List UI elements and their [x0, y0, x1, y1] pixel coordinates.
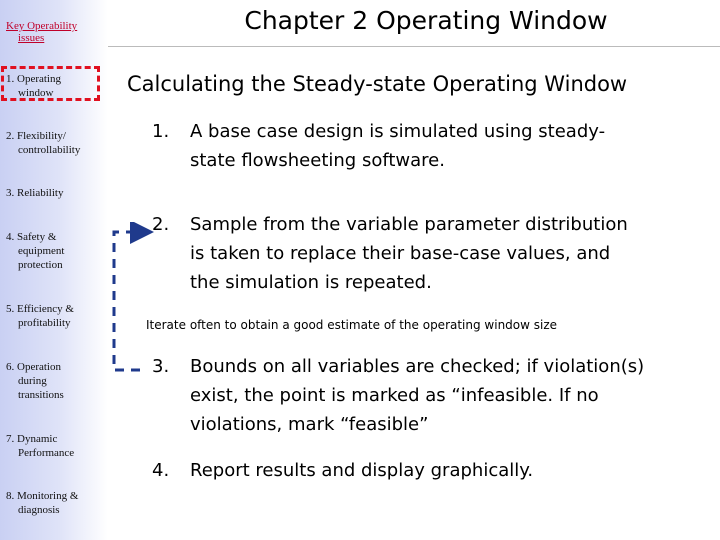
step-text-line: Bounds on all variables are checked; if violation(s) [190, 356, 645, 377]
sidebar-item-label: 4. Safety & [6, 231, 57, 243]
step-text-line: violations, mark “feasible” [190, 414, 429, 435]
section-subtitle: Calculating the Steady-state Operating Window [127, 72, 628, 96]
step-text-line: is taken to replace their base-case values, and [190, 243, 611, 264]
sidebar-item-label: 5. Efficiency & [6, 303, 74, 315]
sidebar-item-label: 6. Operation [6, 361, 61, 373]
step-text-line: state flowsheeting software. [190, 150, 445, 171]
sidebar-item-label: 3. Reliability [6, 187, 64, 199]
step-number: 1. [152, 121, 170, 142]
sidebar-item-label: 7. Dynamic [6, 433, 58, 445]
step-text-line: Report results and display graphically. [190, 460, 534, 481]
step-number: 3. [152, 356, 170, 377]
sidebar [0, 0, 108, 540]
sidebar-item-label: window [18, 87, 54, 99]
step-text-line: the simulation is repeated. [190, 272, 432, 293]
step-text-line: Sample from the variable parameter distribution [190, 214, 628, 235]
sidebar-item-flexibility[interactable] [6, 129, 106, 157]
sidebar-item-label: diagnosis [18, 504, 60, 516]
page-title: Chapter 2 Operating Window [244, 6, 608, 35]
sidebar-title-line1: Key Operability [6, 20, 78, 32]
sidebar-item-label: transitions [18, 389, 64, 401]
step-text-line: exist, the point is marked as “infeasible. If no [190, 385, 599, 406]
sidebar-item-operation-transitions[interactable] [6, 360, 106, 402]
sidebar-item-label: equipment [18, 245, 65, 257]
sidebar-item-efficiency[interactable] [6, 302, 106, 330]
sidebar-item-label: 1. Operating [6, 73, 61, 85]
sidebar-title-line2: issues [18, 32, 45, 44]
sidebar-item-label: profitability [18, 317, 71, 329]
sidebar-item-label: controllability [18, 144, 81, 156]
sidebar-item-label: during [18, 375, 47, 387]
header-divider [108, 46, 720, 47]
iterate-note: Iterate often to obtain a good estimate of the operating window size [146, 318, 558, 332]
sidebar-item-operating-window[interactable] [6, 72, 106, 100]
sidebar-item-reliability[interactable] [6, 186, 106, 200]
loop-arrow-icon [110, 222, 155, 372]
sidebar-item-label: protection [18, 259, 63, 271]
step-number: 4. [152, 460, 170, 481]
sidebar-item-label: 8. Monitoring & [6, 490, 79, 502]
sidebar-item-safety[interactable] [6, 230, 106, 272]
sidebar-item-label: 2. Flexibility/ [6, 130, 66, 142]
sidebar-item-dynamic-performance[interactable] [6, 432, 106, 460]
sidebar-item-label: Performance [18, 447, 75, 459]
step-number: 2. [152, 214, 170, 235]
sidebar-title[interactable] [6, 20, 106, 44]
step-text-line: A base case design is simulated using steady- [190, 121, 606, 142]
sidebar-item-monitoring[interactable] [6, 489, 106, 517]
